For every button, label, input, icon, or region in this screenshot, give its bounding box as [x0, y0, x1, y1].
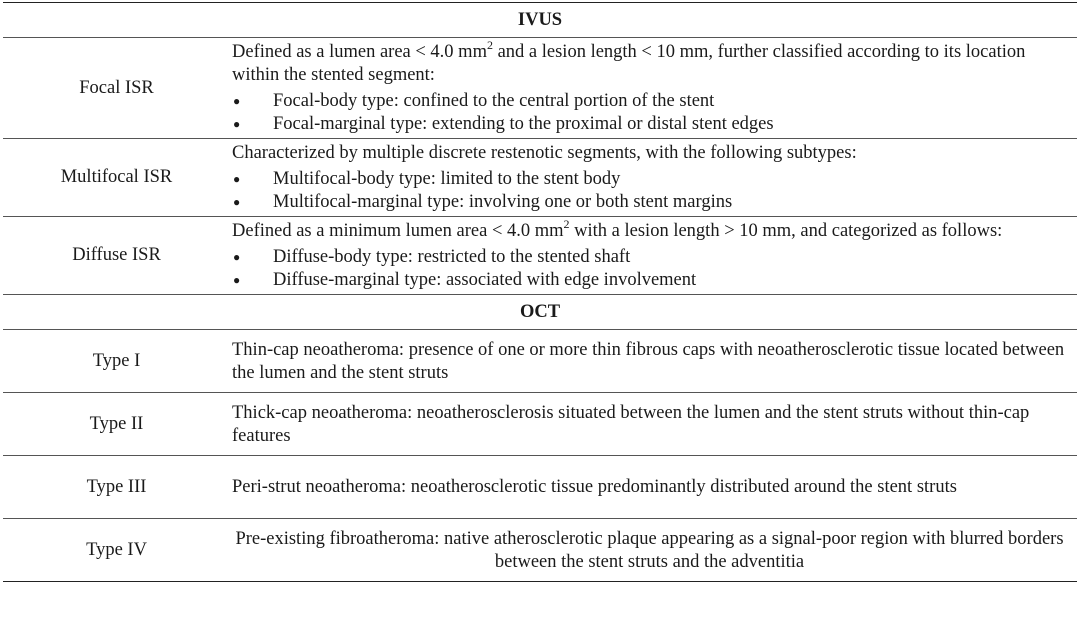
section-header-row — [3, 295, 1077, 330]
row-intro — [232, 38, 1067, 87]
row-description: Thin-cap neoatheroma: presence of one or more thin fibrous caps with neoatherosclerotic tissue located between the lumen and the stent struts — [230, 330, 1077, 393]
bullet-list — [232, 168, 1067, 214]
list-item: ● Diffuse-body type: restricted to the stented shaft — [232, 246, 1067, 269]
list-item: ● Focal-body type: confined to the central portion of the stent — [232, 90, 1067, 113]
superscript: 2 — [486, 38, 493, 52]
bullet-list — [232, 90, 1067, 136]
row-label: Type IV — [3, 519, 230, 582]
table-row — [3, 38, 1077, 139]
row-label: Diffuse ISR — [3, 217, 230, 295]
row-label: Type III — [3, 456, 230, 519]
row-label: Multifocal ISR — [3, 139, 230, 217]
intro-text-cont: and a lesion length < 10 mm, further classified according to its location within the stented segment: — [232, 42, 1026, 85]
row-description — [230, 38, 1077, 139]
table-row — [3, 330, 1077, 393]
list-item: ● Multifocal-marginal type: involving one or both stent margins — [232, 191, 1067, 214]
list-item: ● Focal-marginal type: extending to the proximal or distal stent edges — [232, 113, 1067, 136]
list-item: ● Diffuse-marginal type: associated with edge involvement — [232, 269, 1067, 292]
table-row — [3, 456, 1077, 519]
row-intro — [232, 217, 1067, 243]
intro-text: Defined as a minimum lumen area < 4.0 mm — [232, 221, 564, 241]
superscript: 2 — [563, 217, 570, 231]
row-description: Thick-cap neoatheroma: neoatherosclerosis situated between the lumen and the stent struts without thin-cap features — [230, 393, 1077, 456]
intro-text: Defined as a lumen area < 4.0 mm — [232, 42, 487, 62]
row-description: Peri-strut neoatheroma: neoatherosclerotic tissue predominantly distributed around the stent struts — [230, 456, 1077, 519]
row-label: Type II — [3, 393, 230, 456]
row-label: Type I — [3, 330, 230, 393]
section-header-ivus: IVUS — [3, 3, 1077, 38]
table-row — [3, 519, 1077, 582]
bullet-list — [232, 246, 1067, 292]
row-description: Pre-existing fibroatheroma: native atherosclerotic plaque appearing as a signal-poor region with blurred borders between the stent struts and the adventitia — [230, 519, 1077, 582]
section-header-oct: OCT — [3, 295, 1077, 330]
list-item: ● Multifocal-body type: limited to the stent body — [232, 168, 1067, 191]
row-description — [230, 139, 1077, 217]
classification-table — [3, 2, 1077, 582]
row-description — [230, 217, 1077, 295]
section-header-row — [3, 3, 1077, 38]
row-label: Focal ISR — [3, 38, 230, 139]
row-intro: Characterized by multiple discrete restenotic segments, with the following subtypes: — [232, 143, 857, 163]
table-row — [3, 217, 1077, 295]
table-row — [3, 139, 1077, 217]
table-row — [3, 393, 1077, 456]
intro-text-cont: with a lesion length > 10 mm, and categorized as follows: — [569, 221, 1003, 241]
